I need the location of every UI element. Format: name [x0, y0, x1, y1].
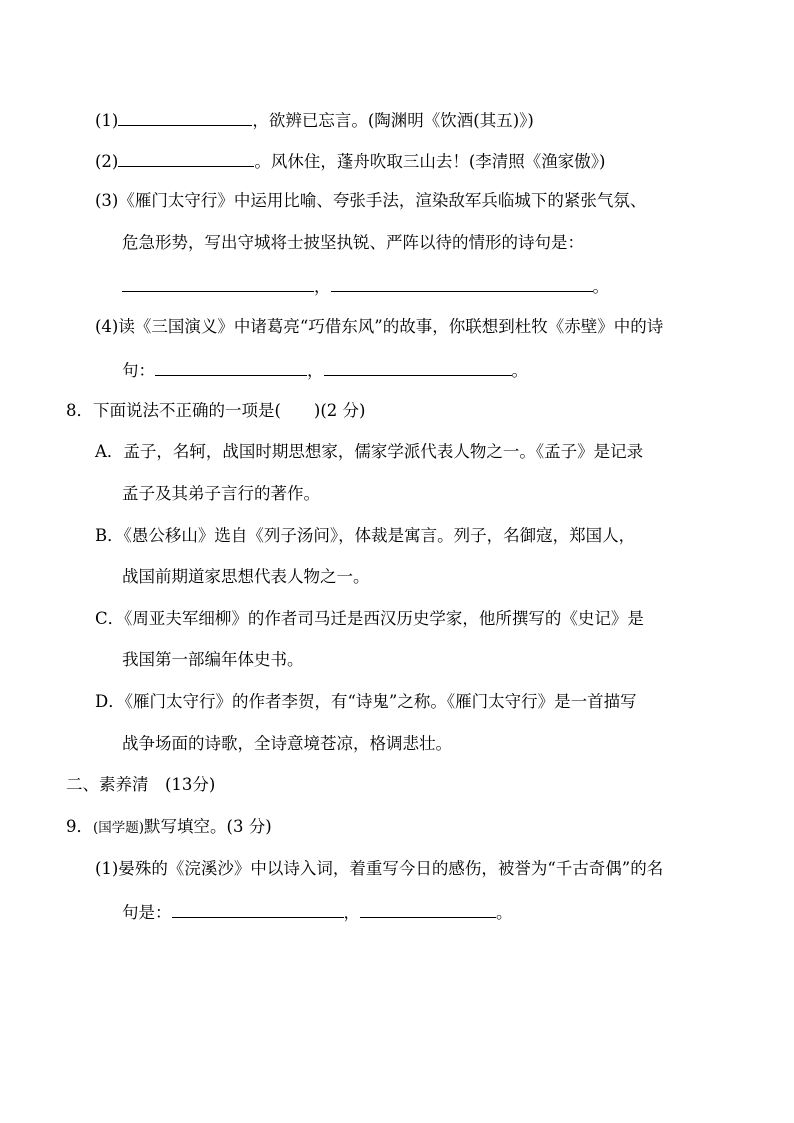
option-text: 孟子，名轲，战国时期思想家，儒家学派代表人物之一。《孟子》是记录: [123, 442, 644, 461]
q7-item-1: [95, 107, 534, 133]
q9-stem: [66, 815, 272, 840]
option-label: B．: [95, 526, 124, 545]
answer-blank[interactable]: [172, 899, 344, 918]
option-text: 《愚公移山》选自《列子汤问》，体裁是寓言。列子，名御寇，郑国人，: [123, 526, 636, 545]
q8-option-b: [95, 524, 635, 548]
answer-blank[interactable]: [360, 899, 496, 918]
q7-item-4-line2: [122, 357, 528, 383]
item-number: (2): [95, 152, 119, 171]
answer-blank[interactable]: [122, 273, 314, 292]
q8-option-a-line2: 孟子及其弟子言行的著作。: [122, 484, 320, 503]
end-mark: 。: [592, 277, 609, 296]
question-text: 默写填空。(3 分): [144, 817, 272, 836]
option-label: A．: [95, 442, 124, 461]
separator: ，: [307, 361, 324, 380]
answer-blank[interactable]: [118, 107, 252, 126]
separator: ，: [314, 277, 331, 296]
item-number: (1): [95, 111, 119, 130]
q8-option-c: [95, 607, 644, 631]
option-label: C．: [95, 609, 125, 628]
option-text: 《雁门太守行》的作者李贺，有“诗鬼”之称。《雁门太守行》是一首描写: [124, 692, 637, 711]
q8-option-d: [95, 690, 637, 714]
section-title: 二、素养清: [66, 775, 149, 794]
q8-option-d-line2: 战争场面的诗歌，全诗意境苍凉，格调悲壮。: [122, 734, 452, 753]
section-heading: [66, 773, 215, 797]
option-text: 《周亚夫军细柳》的作者司马迁是西汉历史学家，他所撰写的《史记》是: [124, 609, 644, 628]
q7-item-4-line1: (4)读《三国演义》中诸葛亮“巧借东风”的故事，你联想到杜牧《赤壁》中的诗: [95, 317, 664, 336]
q7-item-3-line2: 危急形势，写出守城将士披坚执锐、严阵以待的情形的诗句是：: [122, 233, 584, 252]
q7-item-2: [95, 148, 606, 174]
answer-blank[interactable]: [331, 273, 593, 292]
q7-item-3-line1: (3)《雁门太守行》中运用比喻、夸张手法，渲染敌军兵临城下的紧张气氛、: [95, 191, 647, 210]
q9-item-1-line2: [122, 899, 513, 925]
answer-blank[interactable]: [324, 357, 512, 376]
item-text: ，欲辨已忘言。(陶渊明《饮酒(其五)》): [252, 111, 534, 130]
question-number: 9．: [66, 817, 93, 836]
q8-option-c-line2: 我国第一部编年体史书。: [122, 650, 304, 669]
section-score: (13分): [165, 775, 216, 794]
item-text: 句是：: [122, 903, 172, 922]
q9-item-1-line1: (1)晏殊的《浣溪沙》中以诗入词，着重写今日的感伤，被誉为“千古奇偶”的名: [95, 859, 664, 878]
item-text: 。风休住，蓬舟吹取三山去！(李清照《渔家傲》): [254, 152, 606, 171]
end-mark: 。: [511, 361, 528, 380]
separator: ，: [343, 903, 360, 922]
q8-option-a: [95, 440, 643, 464]
q8-option-b-line2: 战国前期道家思想代表人物之一。: [122, 567, 370, 586]
q7-item-3-blanks: [122, 273, 609, 299]
answer-blank[interactable]: [118, 148, 254, 167]
item-text: 句：: [122, 361, 155, 380]
q8-stem: 8．下面说法不正确的一项是( )(2 分): [66, 401, 366, 420]
end-mark: 。: [496, 903, 513, 922]
question-tag: (国学题): [93, 820, 145, 836]
answer-blank[interactable]: [155, 357, 307, 376]
option-label: D．: [95, 692, 125, 711]
